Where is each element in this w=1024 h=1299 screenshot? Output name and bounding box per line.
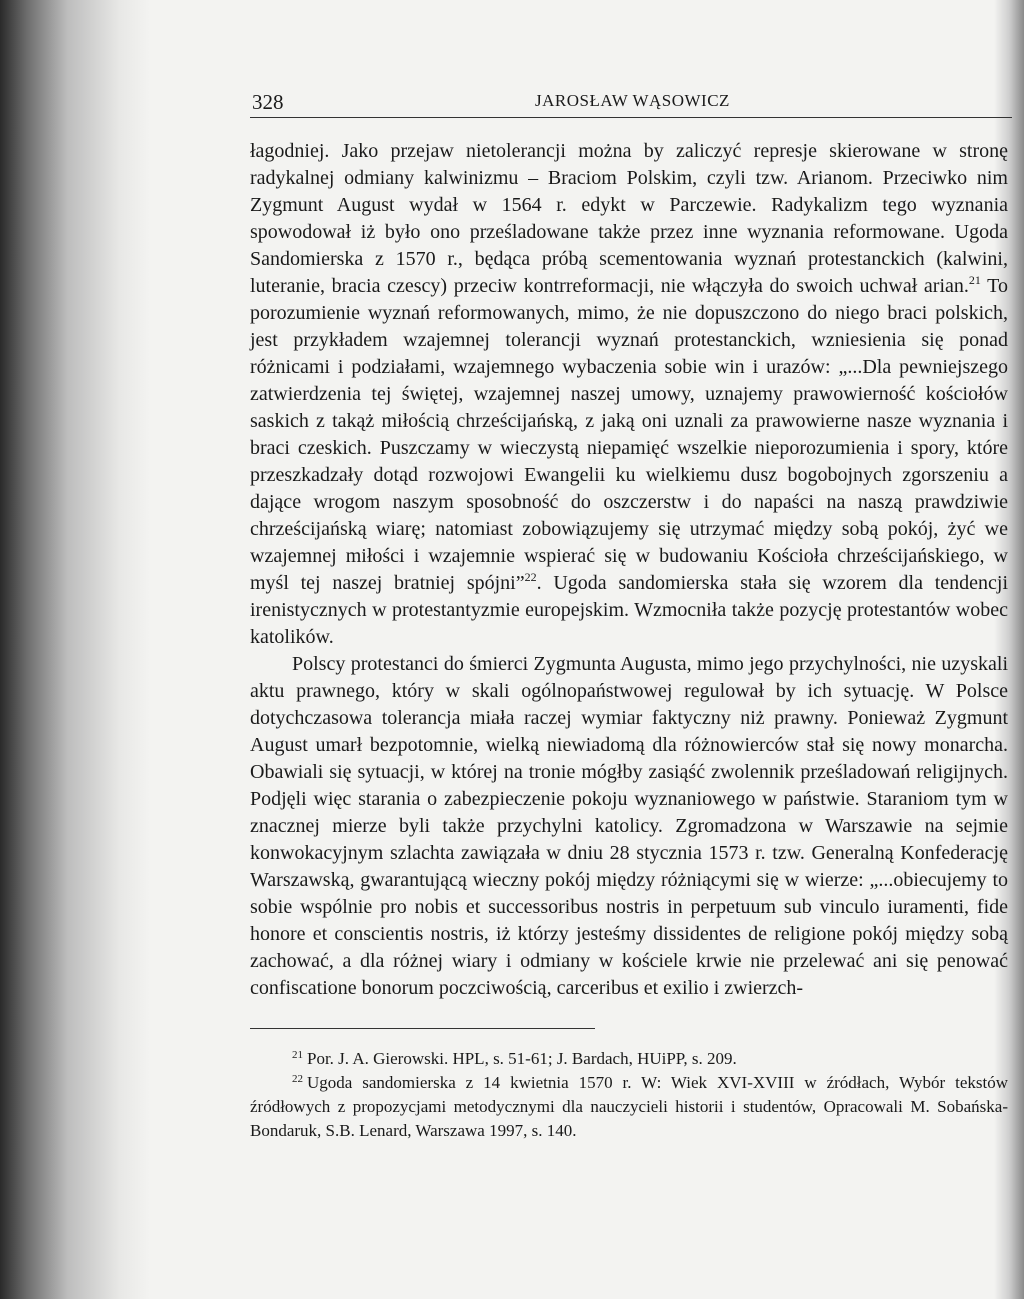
footnote-number: 21	[292, 1049, 303, 1061]
page-header	[250, 78, 1020, 120]
scan-shadow-left	[0, 0, 150, 1299]
main-text	[250, 138, 1008, 1002]
header-rule	[250, 117, 1012, 118]
page-number: 328	[252, 90, 284, 114]
paragraph-1	[250, 138, 1008, 651]
footnote-text: Por. J. A. Gierowski. HPL, s. 51-61; J. Bardach, HUiPP, s. 209.	[307, 1049, 737, 1068]
paragraph-1-part-2: To porozumienie wyznań reformowanych, mimo, że nie dopuszczono do niego braci polskich, jest przykładem wzajemnej tolerancji wyznań protestanckich, wzniesienia się ponad różnicami i podziałami, wzajemnego wybaczenia sobie win i urazów: „...Dla pewniejszego zatwierdzenia tej świętej, wzajemnej naszej umowy, uznajemy prawowierność kościołów saskich z takąż miłością chrześcijańską, z jaką oni uznali za prawowierne nasze wyznania i braci czeskich. Puszczamy w wieczystą niepamięć wszelkie nieporozumienia i spory, które przeszkadzały dotąd rozwojowi Ewangelii ku wielkiemu dusz bogobojnych zgorszeniu a dające wrogom naszym sposobność do oszczerstw i do napaści na naszą prawdziwie chrześcijańską wiarę; natomiast zobowiązujemy się utrzymać między sobą pokój, żyć we wzajemnej miłości i wzajemnie wspierać się w budowaniu Kościoła chrześcijańskiego, w myśl tej naszej bratniej spójni”	[250, 275, 1008, 594]
footnote-22	[250, 1071, 1008, 1143]
footnote-ref-21: 21	[968, 273, 981, 287]
running-head: JAROSŁAW WĄSOWICZ	[535, 91, 730, 110]
footnote-ref-22: 22	[524, 570, 537, 584]
paragraph-1-part-1: łagodniej. Jako przejaw nietolerancji można by zaliczyć represje skierowane w stronę radykalnej odmiany kalwinizmu – Braciom Polskim, czyli tzw. Arianom. Przeciwko nim Zygmunt August wydał w 1564 r. edykt w Parczewie. Radykalizm tego wyznania spowodował iż było ono prześladowane także przez inne wyznania reformowane. Ugoda Sandomierska z 1570 r., będąca próbą scementowania wyznań protestanckich (kalwini, luteranie, bracia czescy) przeciw kontrreformacji, nie włączyła do swoich uchwał arian.	[250, 140, 1008, 297]
footnote-text: Ugoda sandomierska z 14 kwietnia 1570 r. W: Wiek XVI-XVIII w źródłach, Wybór tekstów źródłowych z propozycjami metodycznymi dla nauczycieli historii i studentów, Opracowali M. Sobańska-Bondaruk, S.B. Lenard, Warszawa 1997, s. 140.	[250, 1073, 1008, 1140]
footnote-21	[250, 1047, 1008, 1071]
footnotes	[250, 1047, 1008, 1143]
paragraph-2: Polscy protestanci do śmierci Zygmunta Augusta, mimo jego przychylności, nie uzyskali aktu prawnego, który w skali ogólnopaństwowej regulował by ich sytuację. W Polsce dotychczasowa tolerancja miała raczej wymiar faktyczny niż prawny. Ponieważ Zygmunt August umarł bezpotomnie, wielką niewiadomą dla różnowierców stał się nowy monarcha. Obawiali się sytuacji, w której na tronie mógłby zasiąść zwolennik prześladowań religijnych. Podjęli więc starania o zabezpieczenie pokoju wyznaniowego w państwie. Staraniom tym w znacznej mierze byli także przychylni katolicy. Zgromadzona w Warszawie na sejmie konwokacyjnym szlachta zawiązała w dniu 28 stycznia 1573 r. tzw. Generalną Konfederację Warszawską, gwarantującą wieczny pokój między różniącymi się w wierze: „...obiecujemy to sobie wspólnie pro nobis et successoribus nostris in perpetuum sub vinculo iuramenti, fide honore et conscientis nostris, iż którzy jesteśmy dissidentes de religione pokój między sobą zachować, a dla różnej wiary i odmiany w kościele krwie nie przelewać ani się penować confiscatione bonorum poczciwością, carceribus et exilio i zwierzch-	[250, 653, 1008, 999]
paragraph-1-part-3: . Ugoda sandomierska stała się wzorem dla tendencji irenistycznych w protestantyzmie europejskim. Wzmocniła także pozycję protestantów wobec katolików.	[250, 572, 1009, 648]
footnote-rule	[250, 1028, 595, 1029]
footnote-number: 22	[292, 1073, 303, 1085]
book-page	[250, 78, 1020, 1143]
